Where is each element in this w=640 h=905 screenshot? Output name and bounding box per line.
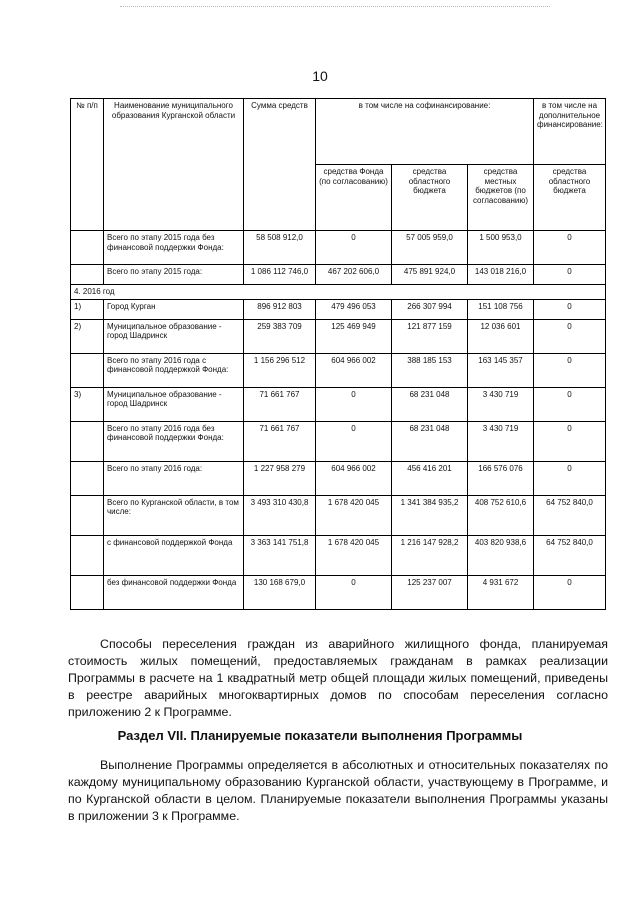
row-extra: 0 [534, 299, 606, 319]
table-row [71, 299, 606, 319]
row-num: 3) [71, 387, 104, 421]
row-regional: 68 231 048 [392, 387, 468, 421]
scan-edge-dots [120, 6, 550, 7]
header-regional: средства областного бюджета [392, 165, 468, 231]
row-name: Всего по этапу 2015 года: [104, 265, 244, 285]
row-local: 403 820 938,6 [468, 535, 534, 575]
row-regional: 388 185 153 [392, 353, 468, 387]
row-num [71, 575, 104, 609]
row-name: с финансовой поддержкой Фонда [104, 535, 244, 575]
row-sum: 130 168 679,0 [244, 575, 316, 609]
row-regional: 68 231 048 [392, 421, 468, 461]
row-local: 3 430 719 [468, 387, 534, 421]
row-name: Всего по этапу 2016 года: [104, 461, 244, 495]
row-num [71, 461, 104, 495]
row-num [71, 265, 104, 285]
table-row [71, 353, 606, 387]
row-fund: 125 469 949 [316, 319, 392, 353]
row-sum: 1 086 112 746,0 [244, 265, 316, 285]
row-fund: 1 678 420 045 [316, 495, 392, 535]
row-extra: 0 [534, 353, 606, 387]
year-row [71, 285, 606, 300]
row-name: Муниципальное образование - город Шадринск [104, 387, 244, 421]
header-row-1 [71, 99, 606, 165]
row-local: 1 500 953,0 [468, 231, 534, 265]
row-regional: 266 307 994 [392, 299, 468, 319]
row-fund: 479 496 053 [316, 299, 392, 319]
row-extra: 0 [534, 421, 606, 461]
row-local: 143 018 216,0 [468, 265, 534, 285]
row-local: 12 036 601 [468, 319, 534, 353]
row-num: 1) [71, 299, 104, 319]
row-regional: 1 216 147 928,2 [392, 535, 468, 575]
row-regional: 121 877 159 [392, 319, 468, 353]
year-label: 4. 2016 год [71, 285, 606, 300]
header-extra: в том числе на дополнительное финансирование: [534, 99, 606, 165]
row-local: 163 145 357 [468, 353, 534, 387]
paragraph-2-text: Выполнение Программы определяется в абсолютных и относительных показателях по каждому муниципальному образованию Курганской области, участвующему в Программе, и по Курганской области в целом. Планируемые показатели выполнения Программы указаны в приложении 3 к Программе. [68, 758, 608, 823]
table-row [71, 535, 606, 575]
financing-table [70, 98, 606, 610]
row-num [71, 353, 104, 387]
row-fund: 604 966 002 [316, 461, 392, 495]
section-heading: Раздел VII. Планируемые показатели выполнения Программы [117, 728, 523, 743]
header-name: Наименование муниципального образования Курганской области [104, 99, 244, 231]
row-regional: 456 416 201 [392, 461, 468, 495]
table-row [71, 265, 606, 285]
row-local: 408 752 610,6 [468, 495, 534, 535]
row-regional: 1 341 384 935,2 [392, 495, 468, 535]
row-extra: 0 [534, 575, 606, 609]
row-fund: 467 202 606,0 [316, 265, 392, 285]
row-sum: 71 661 767 [244, 387, 316, 421]
row-sum: 3 493 310 430,8 [244, 495, 316, 535]
header-fund: средства Фонда (по согласованию) [316, 165, 392, 231]
row-local: 166 576 076 [468, 461, 534, 495]
row-sum: 1 156 296 512 [244, 353, 316, 387]
row-regional: 125 237 007 [392, 575, 468, 609]
row-name: Всего по этапу 2016 года без финансовой поддержки Фонда: [104, 421, 244, 461]
row-extra: 64 752 840,0 [534, 535, 606, 575]
row-num [71, 535, 104, 575]
row-extra: 0 [534, 461, 606, 495]
row-sum: 896 912 803 [244, 299, 316, 319]
row-num [71, 231, 104, 265]
paragraph-1-text: Способы переселения граждан из аварийного жилищного фонда, планируемая стоимость жилых помещений, предоставляемых гражданам в рамках реализации Программы в расчете на 1 квадратный метр общей площади жилых помещений, приведены в реестре аварийных многоквартирных домов по способам переселения согласно приложению 2 к Программе. [68, 637, 608, 719]
row-sum: 259 383 709 [244, 319, 316, 353]
row-name: Город Курган [104, 299, 244, 319]
header-cofin: в том числе на софинансирование: [316, 99, 534, 165]
table-row [71, 421, 606, 461]
row-fund: 1 678 420 045 [316, 535, 392, 575]
table-row [71, 319, 606, 353]
row-regional: 475 891 924,0 [392, 265, 468, 285]
table-row [71, 231, 606, 265]
row-sum: 1 227 958 279 [244, 461, 316, 495]
row-name: Всего по этапу 2015 года без финансовой поддержки Фонда: [104, 231, 244, 265]
header-local: средства местных бюджетов (по согласованию) [468, 165, 534, 231]
paragraph-2 [68, 757, 608, 825]
row-regional: 57 005 959,0 [392, 231, 468, 265]
header-num: № п/п [71, 99, 104, 231]
row-local: 4 931 672 [468, 575, 534, 609]
row-local: 151 108 756 [468, 299, 534, 319]
header-sum: Сумма средств [244, 99, 316, 231]
row-sum: 58 508 912,0 [244, 231, 316, 265]
row-fund: 0 [316, 421, 392, 461]
row-name: Всего по этапу 2016 года с финансовой поддержкой Фонда: [104, 353, 244, 387]
paragraph-1 [68, 636, 608, 721]
table-row [71, 387, 606, 421]
row-name: Всего по Курганской области, в том числе: [104, 495, 244, 535]
row-fund: 0 [316, 575, 392, 609]
row-extra: 0 [534, 319, 606, 353]
row-sum: 71 661 767 [244, 421, 316, 461]
table-row [71, 461, 606, 495]
row-name: Муниципальное образование - город Шадринск [104, 319, 244, 353]
row-extra: 64 752 840,0 [534, 495, 606, 535]
row-sum: 3 363 141 751,8 [244, 535, 316, 575]
row-extra: 0 [534, 387, 606, 421]
table-row [71, 575, 606, 609]
row-name: без финансовой поддержки Фонда [104, 575, 244, 609]
row-fund: 0 [316, 387, 392, 421]
header-extra-regional: средства областного бюджета [534, 165, 606, 231]
row-fund: 0 [316, 231, 392, 265]
row-num [71, 495, 104, 535]
row-extra: 0 [534, 265, 606, 285]
row-num: 2) [71, 319, 104, 353]
row-num [71, 421, 104, 461]
table-row [71, 495, 606, 535]
row-extra: 0 [534, 231, 606, 265]
row-local: 3 430 719 [468, 421, 534, 461]
row-fund: 604 966 002 [316, 353, 392, 387]
page-number: 10 [312, 68, 328, 84]
